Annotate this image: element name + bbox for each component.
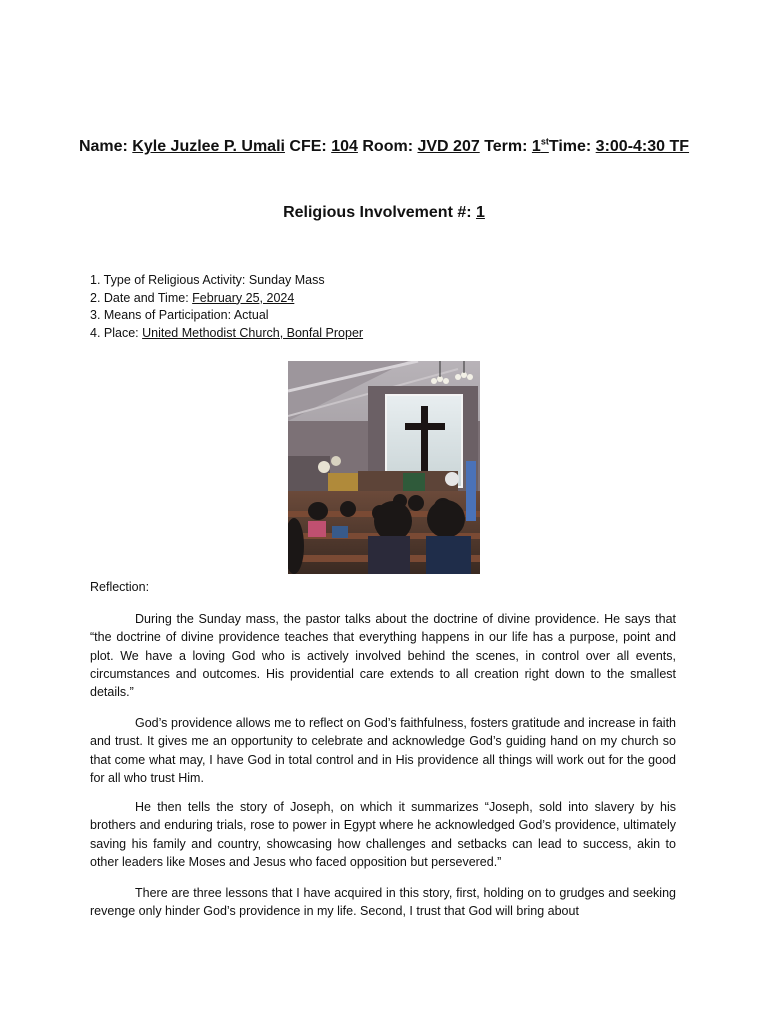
term-label: Term: xyxy=(484,138,528,155)
reflection-paragraph-1: During the Sunday mass, the pastor talks about the doctrine of divine providence. He says that “the doctrine of divine providence teaches that everything happens in our life has a purpose, point and plot. We have a loving God who is actively involved behind the scenes, in control over all events, circumstances and outcomes. His providential care extends to all creation right down to the smallest details.” xyxy=(90,612,676,700)
name-label: Name: xyxy=(78,138,128,155)
detail-type: 1. Type of Religious Activity: Sunday Mass xyxy=(90,273,325,287)
name-value: Kyle Juzlee P. Umali xyxy=(132,138,285,155)
term-suffix: st xyxy=(540,136,549,147)
room-label: Room: xyxy=(362,138,414,155)
time-label: Time: xyxy=(548,138,592,155)
student-header xyxy=(0,138,768,156)
date-value: February 25, 2024 xyxy=(192,290,295,305)
term-value: 1st xyxy=(531,136,549,155)
detail-date: 2. Date and Time: February 25, 2024 xyxy=(90,290,295,305)
place-value: United Methodist Church, Bonfal Proper xyxy=(142,325,364,340)
activity-details xyxy=(90,272,363,342)
room-value: JVD 207 xyxy=(417,138,480,155)
title-label: Religious Involvement #: xyxy=(283,204,472,221)
detail-place: 4. Place: United Methodist Church, Bonfal Proper xyxy=(90,325,364,340)
time-value: 3:00-4:30 TF xyxy=(595,138,690,155)
church-photo xyxy=(288,361,480,574)
reflection-paragraph-2: God’s providence allows me to reflect on God’s faithfulness, fosters gratitude and increase in faith and trust. It gives me an opportunity to celebrate and acknowledge God’s guiding hand on my church so that come what may, I have God in total control and in His providence all things will work out for the good for all who trust Him. xyxy=(90,716,676,785)
reflection-paragraph-3: He then tells the story of Joseph, on which it summarizes “Joseph, sold into slavery by his brothers and enduring trials, rose to power in Egypt where he acknowledged God’s providence, ultimately saving his family and country, showcasing how challenges and setbacks can lead to success, akin to other leaders like Moses and Jesus who faced opposition but persevered.” xyxy=(90,800,676,869)
means-value: Actual xyxy=(233,308,269,322)
involvement-number: 1 xyxy=(476,204,485,221)
type-value: Sunday Mass xyxy=(248,273,325,287)
page-title xyxy=(0,204,768,222)
cfe-value: 104 xyxy=(331,138,358,155)
cfe-label: CFE: xyxy=(289,138,327,155)
reflection-paragraph-4: There are three lessons that I have acquired in this story, first, holding on to grudges and seeking revenge only hinder God’s providence in my life. Second, I trust that God will bring about xyxy=(90,886,676,919)
detail-means: 3. Means of Participation: Actual xyxy=(90,308,269,322)
reflection-label: Reflection: xyxy=(90,580,150,594)
